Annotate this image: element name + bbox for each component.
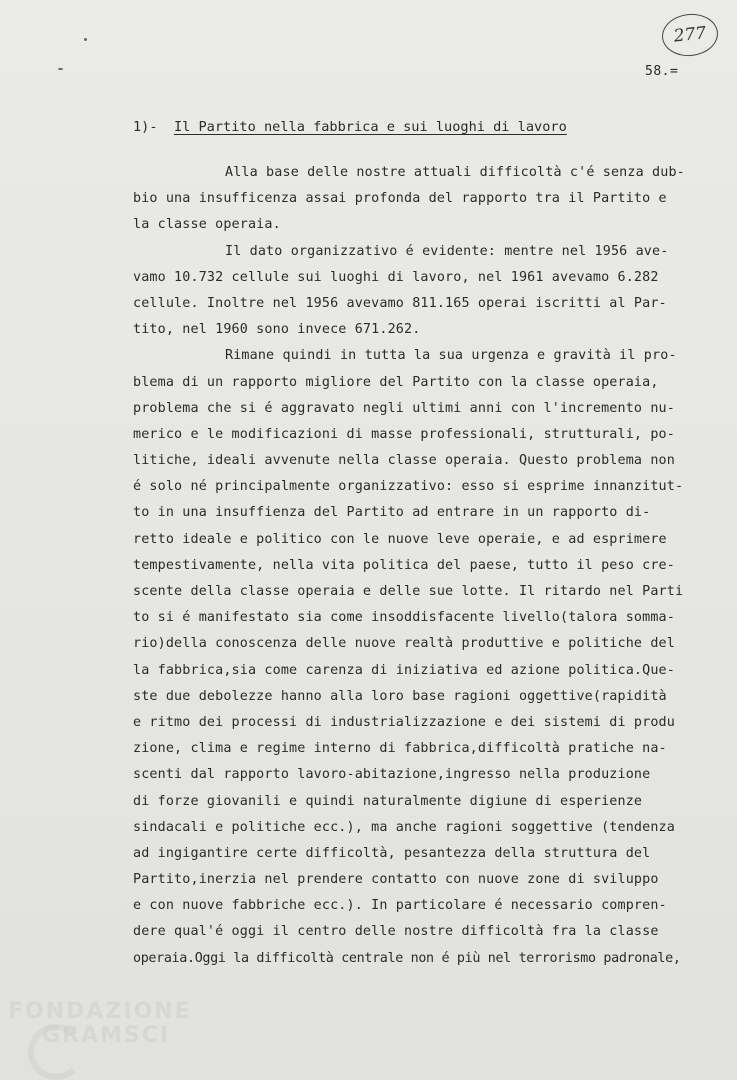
text-line: tempestivamente, nella vita politica del paese, tutto il peso cre- (133, 557, 675, 573)
watermark-line-2: GRAMSCI (42, 1023, 171, 1048)
text-line: to in una insuffienza del Partito ad entrare in un rapporto di- (133, 505, 651, 521)
watermark-line-1: FONDAZIONE (8, 999, 192, 1024)
text-line: operaia.Oggi la difficoltà centrale non é più nel terrorismo padronale, (133, 950, 681, 966)
text-line: scente della classe operaia e delle sue lotte. Il ritardo nel Parti (133, 584, 684, 599)
section-number: 1)- (133, 119, 158, 135)
text-line: e con nuove fabbriche ecc.). In particolare é necessario compren- (133, 898, 667, 914)
paper-speck (58, 68, 63, 70)
body-text (133, 160, 733, 972)
archive-number-stamp: 277 (660, 11, 720, 59)
text-line: vamo 10.732 cellule sui luoghi di lavoro, nel 1961 avevamo 6.282 (133, 269, 659, 285)
text-line: litiche, ideali avvenute nella classe operaia. Questo problema non (133, 453, 675, 469)
text-line: Il dato organizzativo é evidente: mentre nel 1956 ave- (225, 243, 669, 259)
text-line: cellule. Inoltre nel 1956 avevamo 811.165 operai iscritti al Par- (133, 295, 667, 311)
text-line: Rimane quindi in tutta la sua urgenza e gravità il pro- (225, 348, 677, 364)
text-line: Alla base delle nostre attuali difficoltà c'é senza dub- (225, 165, 685, 180)
text-line: tito, nel 1960 sono invece 671.262. (133, 322, 421, 338)
text-line: rio)della conoscenza delle nuove realtà produttive e politiche del (133, 636, 675, 652)
section-heading (133, 119, 567, 135)
section-title: Il Partito nella fabbrica e sui luoghi di lavoro (173, 119, 567, 135)
text-line: ste due debolezze hanno alla loro base ragioni oggettive(rapidità (133, 688, 667, 704)
text-line: zione, clima e regime interno di fabbrica,difficoltà pratiche na- (133, 741, 667, 757)
text-line: to si é manifestato sia come insoddisfacente livello(talora somma- (133, 610, 675, 626)
text-line: Partito,inerzia nel prendere contatto con nuove zone di sviluppo (133, 872, 659, 888)
text-line: e ritmo dei processi di industrializzazione e dei sistemi di produ (133, 714, 675, 730)
paper-speck (84, 38, 87, 41)
text-line: problema che si é aggravato negli ultimi anni con l'incremento nu- (133, 400, 675, 416)
text-line: bio una insufficenza assai profonda del rapporto tra il Partito e (133, 191, 667, 207)
text-line: di forze giovanili e quindi naturalmente digiune di esperienze (133, 793, 643, 809)
text-line: sindacali e politiche ecc.), ma anche ragioni soggettive (tendenza (133, 819, 675, 835)
text-line: dere qual'é oggi il centro delle nostre difficoltà fra la classe (133, 924, 659, 940)
text-line: ad ingigantire certe difficoltà, pesantezza della struttura del (133, 845, 651, 861)
watermark (8, 1000, 192, 1048)
page-number: 58.= (645, 64, 679, 79)
text-line: é solo né principalmente organizzativo: esso si esprime innanzitut- (133, 479, 684, 495)
text-line: merico e le modificazioni di masse professionali, strutturali, po- (133, 426, 675, 442)
text-line: scenti dal rapporto lavoro-abitazione,ingresso nella produzione (133, 767, 651, 783)
text-line: blema di un rapporto migliore del Partito con la classe operaia, (133, 374, 659, 390)
text-line: la classe operaia. (133, 217, 281, 233)
text-line: la fabbrica,sia come carenza di iniziativa ed azione politica.Que- (133, 662, 675, 678)
text-line: retto ideale e politico con le nuove leve operaie, e ad esprimere (133, 531, 667, 547)
